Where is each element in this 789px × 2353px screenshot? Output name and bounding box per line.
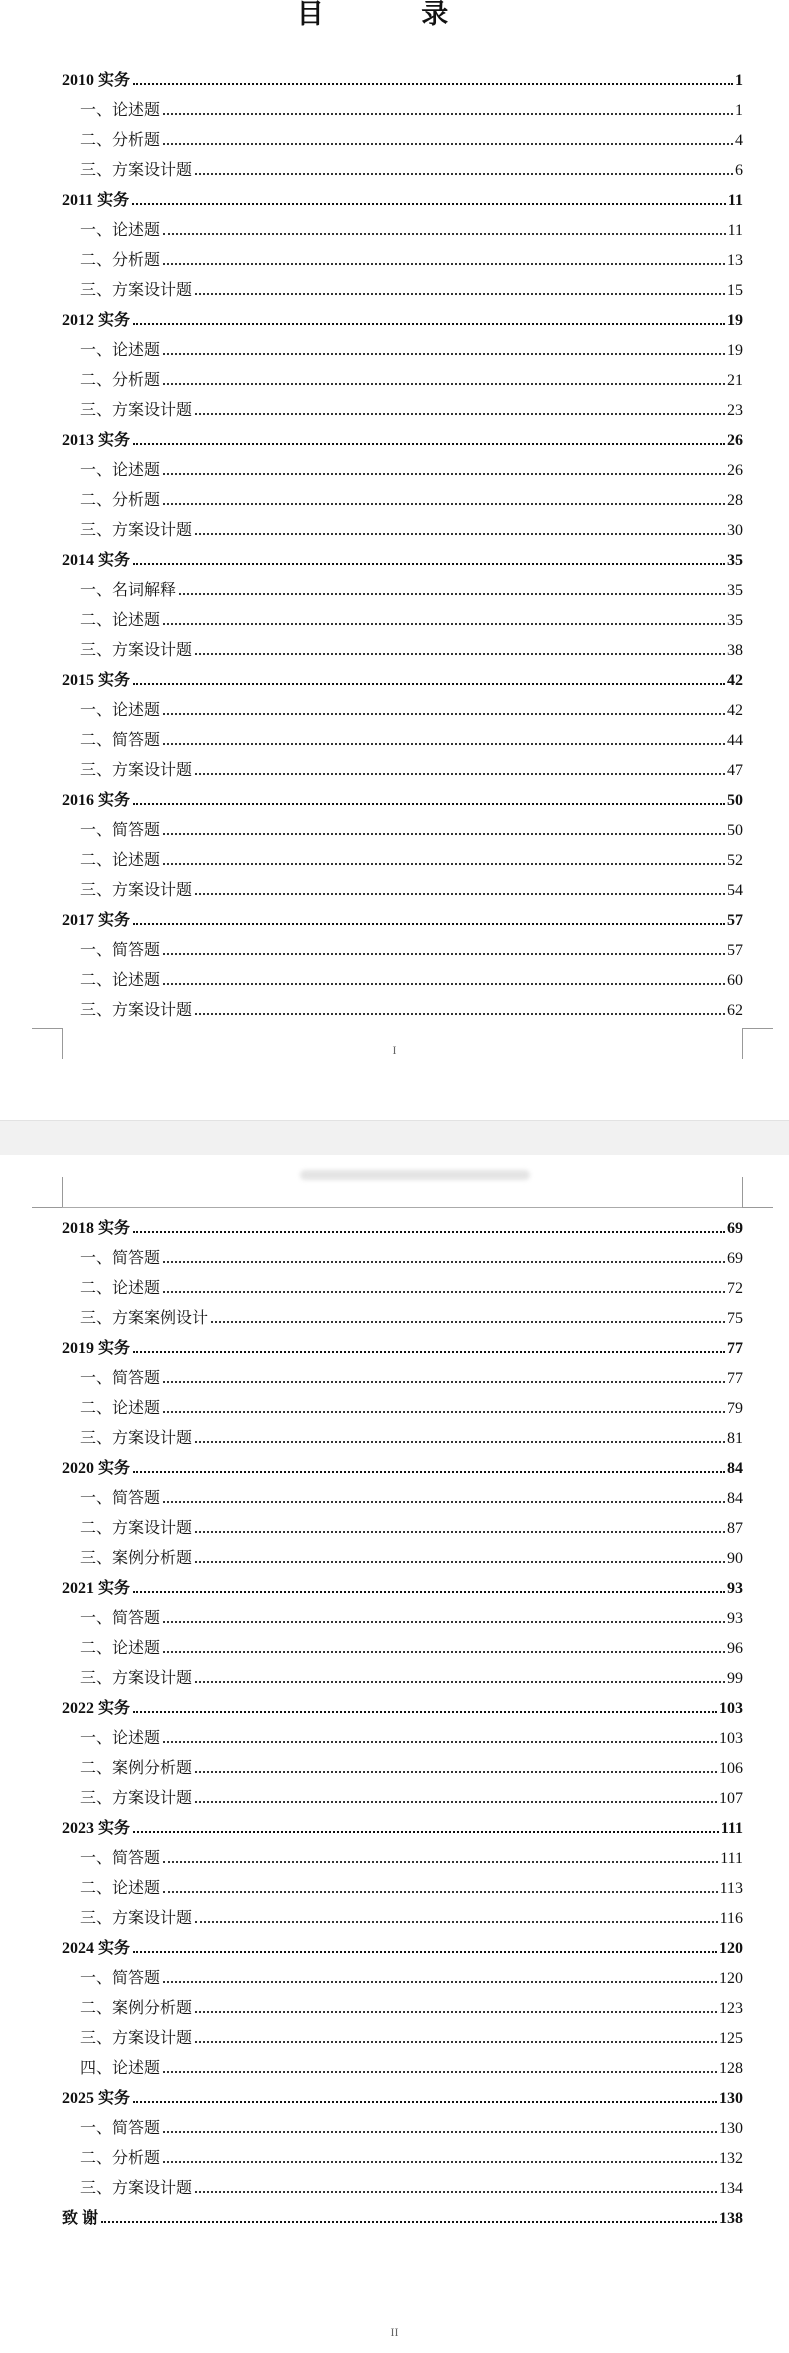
toc-entry-row[interactable] <box>80 1395 743 1419</box>
toc-entry-label: 三、方案设计题 <box>80 2180 193 2197</box>
toc-page-number: 77 <box>727 1370 743 1387</box>
toc-entry-label: 一、论述题 <box>80 702 161 719</box>
dot-leader <box>163 487 725 505</box>
toc-page-number: 120 <box>719 1940 743 1957</box>
dot-leader <box>195 1995 717 2013</box>
toc-page-number: 35 <box>727 582 743 599</box>
dot-leader <box>163 1395 725 1413</box>
toc-page-number: 128 <box>719 2060 743 2077</box>
toc-page-number: 69 <box>727 1220 743 1237</box>
toc-entry-label: 2011 实务 <box>62 192 130 209</box>
toc-entry-label: 一、论述题 <box>80 462 161 479</box>
toc-page-number: 28 <box>727 492 743 509</box>
dot-leader <box>163 967 725 985</box>
toc-section-row[interactable] <box>62 307 743 331</box>
toc-page-number: 120 <box>719 1970 743 1987</box>
toc-entry-row[interactable] <box>80 1905 743 1929</box>
toc-entry-row[interactable] <box>80 577 743 601</box>
dot-leader <box>163 337 725 355</box>
dot-leader <box>195 877 725 895</box>
header-watermark <box>300 1170 530 1180</box>
toc-entry-label: 三、方案设计题 <box>80 1002 193 1019</box>
toc-entry-row[interactable] <box>80 1635 743 1659</box>
toc-entry-row[interactable] <box>80 367 743 391</box>
toc-entry-label: 二、分析题 <box>80 492 161 509</box>
dot-leader <box>133 667 725 685</box>
dot-leader <box>163 607 725 625</box>
toc-entry-row[interactable] <box>80 1425 743 1449</box>
dot-leader <box>163 367 725 385</box>
toc-page-1 <box>0 0 789 1120</box>
toc-page-number: 130 <box>719 2120 743 2137</box>
toc-entry-label: 二、论述题 <box>80 1280 161 1297</box>
dot-leader <box>163 1365 725 1383</box>
dot-leader <box>195 157 733 175</box>
toc-page-number: 103 <box>719 1700 743 1717</box>
dot-leader <box>163 1965 717 1983</box>
toc-entry-label: 三、方案设计题 <box>80 522 193 539</box>
toc-entry-row[interactable] <box>80 247 743 271</box>
toc-page-number: 11 <box>727 222 743 239</box>
toc-section-row[interactable] <box>62 1935 743 1959</box>
toc-entry-label: 三、方案设计题 <box>80 282 193 299</box>
toc-page-number: 6 <box>735 162 743 179</box>
dot-leader <box>211 1305 725 1323</box>
toc-entry-row[interactable] <box>80 757 743 781</box>
toc-entry-label: 二、论述题 <box>80 852 161 869</box>
dot-leader <box>195 637 725 655</box>
toc-entry-row[interactable] <box>80 2145 743 2169</box>
toc-page-number: 134 <box>719 2180 743 2197</box>
toc-entry-row[interactable] <box>80 2115 743 2139</box>
toc-entry-row[interactable] <box>80 1725 743 1749</box>
toc-entry-label: 三、方案设计题 <box>80 1430 193 1447</box>
toc-page-number: 15 <box>727 282 743 299</box>
toc-title: 目 录 <box>296 0 493 30</box>
page-corner-mark <box>742 1177 773 1208</box>
toc-entry-row[interactable] <box>80 967 743 991</box>
dot-leader <box>163 1635 725 1653</box>
toc-page-number: 42 <box>727 672 743 689</box>
toc-page-number: 26 <box>727 462 743 479</box>
toc-page-number: 123 <box>719 2000 743 2017</box>
dot-leader <box>163 2145 717 2163</box>
toc-page-number: 54 <box>727 882 743 899</box>
toc-page-number: 113 <box>719 1880 743 1897</box>
toc-entry-label: 一、简答题 <box>80 1490 161 1507</box>
dot-leader <box>195 397 725 415</box>
toc-entry-label: 三、方案设计题 <box>80 402 193 419</box>
toc-page-number: 35 <box>727 552 743 569</box>
toc-entry-row[interactable] <box>80 1785 743 1809</box>
toc-page-number: 96 <box>727 1640 743 1657</box>
dot-leader <box>163 937 725 955</box>
dot-leader <box>133 2085 717 2103</box>
toc-page-number: 19 <box>727 342 743 359</box>
toc-entry-row[interactable] <box>80 1305 743 1329</box>
toc-entry-label: 一、论述题 <box>80 222 161 239</box>
page-corner-mark <box>32 1177 63 1208</box>
toc-page-number: 21 <box>727 372 743 389</box>
toc-entry-row[interactable] <box>80 217 743 241</box>
dot-leader <box>163 2115 717 2133</box>
toc-page-number: 38 <box>727 642 743 659</box>
toc-page-number: 57 <box>727 912 743 929</box>
toc-entry-row[interactable] <box>80 517 743 541</box>
toc-entry-row[interactable] <box>80 637 743 661</box>
dot-leader <box>195 2025 717 2043</box>
dot-leader <box>163 127 733 145</box>
toc-page-number: 1 <box>735 72 743 89</box>
toc-entry-label: 二、分析题 <box>80 2150 161 2167</box>
dot-leader <box>163 457 725 475</box>
dot-leader <box>133 67 733 85</box>
dot-leader <box>163 817 725 835</box>
toc-page-number: 130 <box>719 2090 743 2107</box>
toc-page-number: 30 <box>727 522 743 539</box>
toc-page-number: 90 <box>727 1550 743 1567</box>
toc-page-number: 35 <box>727 612 743 629</box>
toc-section-row[interactable] <box>62 1215 743 1239</box>
toc-entry-row[interactable] <box>80 937 743 961</box>
toc-page-number: 84 <box>727 1490 743 1507</box>
toc-page-number: 50 <box>727 822 743 839</box>
toc-page-number: 69 <box>727 1250 743 1267</box>
dot-leader <box>133 1935 717 1953</box>
toc-page-number: 44 <box>727 732 743 749</box>
toc-entry-label: 二、论述题 <box>80 612 161 629</box>
toc-page-number: 4 <box>735 132 743 149</box>
toc-page-number: 81 <box>727 1430 743 1447</box>
toc-page-number: 103 <box>719 1730 743 1747</box>
toc-entry-label: 二、方案设计题 <box>80 1520 193 1537</box>
dot-leader <box>163 1845 718 1863</box>
toc-entry-label: 三、方案设计题 <box>80 762 193 779</box>
toc-entry-row[interactable] <box>80 457 743 481</box>
toc-entry-label: 三、方案设计题 <box>80 1670 193 1687</box>
toc-entry-row[interactable] <box>80 1755 743 1779</box>
toc-entry-label: 一、简答题 <box>80 1250 161 1267</box>
toc-section-row[interactable] <box>62 907 743 931</box>
dot-leader <box>163 1275 725 1293</box>
toc-page-number: 93 <box>727 1580 743 1597</box>
toc-section-row[interactable] <box>62 787 743 811</box>
toc-entry-row[interactable] <box>80 127 743 151</box>
dot-leader <box>195 757 725 775</box>
toc-entry-label: 一、简答题 <box>80 2120 161 2137</box>
toc-section-row[interactable] <box>62 547 743 571</box>
toc-entry-row[interactable] <box>80 1515 743 1539</box>
toc-entry-label: 2014 实务 <box>62 552 131 569</box>
toc-entry-row[interactable] <box>80 1605 743 1629</box>
dot-leader <box>133 1455 725 1473</box>
toc-entry-label: 2017 实务 <box>62 912 131 929</box>
toc-entry-label: 一、简答题 <box>80 1970 161 1987</box>
dot-leader <box>195 1425 725 1443</box>
dot-leader <box>195 1905 718 1923</box>
toc-entry-row[interactable] <box>80 397 743 421</box>
toc-entry-row[interactable] <box>80 1245 743 1269</box>
toc-entry-row[interactable] <box>80 2055 743 2079</box>
dot-leader <box>163 727 725 745</box>
toc-entry-label: 2013 实务 <box>62 432 131 449</box>
toc-entry-label: 二、分析题 <box>80 252 161 269</box>
toc-page-number: 72 <box>727 1280 743 1297</box>
toc-entry-row[interactable] <box>80 1665 743 1689</box>
toc-section-row[interactable] <box>62 2205 743 2229</box>
toc-entry-label: 2012 实务 <box>62 312 131 329</box>
page-gap <box>0 1120 789 1157</box>
toc-entry-row[interactable] <box>80 697 743 721</box>
toc-page-number: 107 <box>719 1790 743 1807</box>
toc-entry-row[interactable] <box>80 607 743 631</box>
toc-entry-label: 一、简答题 <box>80 942 161 959</box>
toc-section-row[interactable] <box>62 187 743 211</box>
dot-leader <box>163 1245 725 1263</box>
toc-page-number: 77 <box>727 1340 743 1357</box>
toc-page-number: 111 <box>720 1850 743 1867</box>
toc-section-row[interactable] <box>62 1455 743 1479</box>
toc-entry-row[interactable] <box>80 847 743 871</box>
toc-page-number: 60 <box>727 972 743 989</box>
toc-section-row[interactable] <box>62 67 743 91</box>
toc-entry-row[interactable] <box>80 877 743 901</box>
toc-entry-label: 一、论述题 <box>80 342 161 359</box>
toc-page-number: 93 <box>727 1610 743 1627</box>
dot-leader <box>195 277 725 295</box>
toc-entry-label: 二、简答题 <box>80 732 161 749</box>
page-number: I <box>392 1043 397 1057</box>
toc-entry-label: 一、论述题 <box>80 102 161 119</box>
toc-entry-row[interactable] <box>80 1875 743 1899</box>
page-number: II <box>390 2325 399 2339</box>
toc-section-row[interactable] <box>62 2085 743 2109</box>
toc-page-number: 50 <box>727 792 743 809</box>
toc-section-row[interactable] <box>62 667 743 691</box>
toc-entry-label: 一、简答题 <box>80 822 161 839</box>
dot-leader <box>133 907 725 925</box>
toc-entry-label: 三、方案设计题 <box>80 642 193 659</box>
dot-leader <box>163 247 725 265</box>
toc-entry-label: 二、论述题 <box>80 972 161 989</box>
dot-leader <box>163 1725 717 1743</box>
toc-entry-label: 一、名词解释 <box>80 582 177 599</box>
dot-leader <box>195 1545 725 1563</box>
toc-entry-label: 致 谢 <box>62 2210 99 2227</box>
dot-leader <box>195 1515 725 1533</box>
toc-section-row[interactable] <box>62 1575 743 1599</box>
toc-entry-row[interactable] <box>80 157 743 181</box>
toc-entry-label: 三、案例分析题 <box>80 1550 193 1567</box>
toc-entry-row[interactable] <box>80 2175 743 2199</box>
toc-entry-row[interactable] <box>80 1965 743 1989</box>
toc-entry-label: 2020 实务 <box>62 1460 131 1477</box>
toc-entry-label: 二、论述题 <box>80 1400 161 1417</box>
dot-leader <box>101 2205 717 2223</box>
toc-page-number: 75 <box>727 1310 743 1327</box>
toc-page-number: 99 <box>727 1670 743 1687</box>
toc-page-2 <box>0 1155 789 2353</box>
toc-page-number: 106 <box>719 1760 743 1777</box>
dot-leader <box>195 1755 717 1773</box>
toc-entry-label: 2010 实务 <box>62 72 131 89</box>
dot-leader <box>133 1815 719 1833</box>
toc-entry-label: 三、方案设计题 <box>80 1790 193 1807</box>
toc-entry-row[interactable] <box>80 1545 743 1569</box>
toc-entry-row[interactable] <box>80 277 743 301</box>
header-rule <box>62 1207 742 1208</box>
toc-page-number: 79 <box>727 1400 743 1417</box>
toc-page-number: 13 <box>727 252 743 269</box>
dot-leader <box>195 517 725 535</box>
toc-entry-row[interactable] <box>80 2025 743 2049</box>
dot-leader <box>163 2055 717 2073</box>
toc-entry-label: 2018 实务 <box>62 1220 131 1237</box>
toc-section-row[interactable] <box>62 1335 743 1359</box>
dot-leader <box>163 1875 718 1893</box>
toc-entry-label: 一、论述题 <box>80 1730 161 1747</box>
toc-page-number: 23 <box>727 402 743 419</box>
dot-leader <box>163 847 725 865</box>
toc-entry-label: 2015 实务 <box>62 672 131 689</box>
toc-entry-label: 三、方案设计题 <box>80 882 193 899</box>
toc-page-number: 87 <box>727 1520 743 1537</box>
toc-entry-label: 四、论述题 <box>80 2060 161 2077</box>
toc-entry-label: 2024 实务 <box>62 1940 131 1957</box>
dot-leader <box>163 697 725 715</box>
toc-entry-row[interactable] <box>80 1275 743 1299</box>
toc-entry-row[interactable] <box>80 1845 743 1869</box>
dot-leader <box>132 187 726 205</box>
toc-entry-label: 2023 实务 <box>62 1820 131 1837</box>
dot-leader <box>163 97 733 115</box>
toc-entry-label: 一、简答题 <box>80 1370 161 1387</box>
toc-entry-label: 2016 实务 <box>62 792 131 809</box>
toc-entry-label: 2021 实务 <box>62 1580 131 1597</box>
toc-section-row[interactable] <box>62 1815 743 1839</box>
toc-page-number: 111 <box>720 1820 743 1837</box>
toc-page-number: 84 <box>727 1460 743 1477</box>
dot-leader <box>133 1575 725 1593</box>
toc-entry-label: 一、简答题 <box>80 1610 161 1627</box>
toc-page-number: 1 <box>735 102 743 119</box>
toc-section-row[interactable] <box>62 1695 743 1719</box>
toc-entry-row[interactable] <box>80 487 743 511</box>
toc-entry-label: 2022 实务 <box>62 1700 131 1717</box>
toc-entry-row[interactable] <box>80 997 743 1021</box>
toc-page-number: 47 <box>727 762 743 779</box>
toc-entry-row[interactable] <box>80 1485 743 1509</box>
toc-entry-row[interactable] <box>80 1995 743 2019</box>
toc-entry-row[interactable] <box>80 727 743 751</box>
toc-entry-label: 三、方案设计题 <box>80 2030 193 2047</box>
toc-page-number: 42 <box>727 702 743 719</box>
toc-entry-label: 二、分析题 <box>80 132 161 149</box>
dot-leader <box>133 1335 725 1353</box>
dot-leader <box>195 2175 717 2193</box>
toc-page-number: 62 <box>727 1002 743 1019</box>
toc-page-number: 125 <box>719 2030 743 2047</box>
toc-page-number: 138 <box>719 2210 743 2227</box>
toc-entry-label: 三、方案案例设计 <box>80 1310 209 1327</box>
toc-page-number: 19 <box>727 312 743 329</box>
toc-entry-label: 三、方案设计题 <box>80 162 193 179</box>
toc-entry-label: 二、案例分析题 <box>80 2000 193 2017</box>
dot-leader <box>133 1215 725 1233</box>
toc-entry-row[interactable] <box>80 337 743 361</box>
toc-entry-row[interactable] <box>80 817 743 841</box>
dot-leader <box>163 217 726 235</box>
toc-section-row[interactable] <box>62 427 743 451</box>
dot-leader <box>133 547 725 565</box>
toc-page-number: 26 <box>727 432 743 449</box>
toc-entry-label: 二、论述题 <box>80 1880 161 1897</box>
toc-page-number: 132 <box>719 2150 743 2167</box>
dot-leader <box>195 1665 725 1683</box>
dot-leader <box>133 787 725 805</box>
dot-leader <box>163 1485 725 1503</box>
dot-leader <box>195 1785 717 1803</box>
toc-entry-label: 二、论述题 <box>80 1640 161 1657</box>
toc-page-number: 116 <box>719 1910 743 1927</box>
dot-leader <box>133 1695 717 1713</box>
dot-leader <box>195 997 725 1015</box>
toc-page-number: 52 <box>727 852 743 869</box>
dot-leader <box>163 1605 725 1623</box>
dot-leader <box>133 307 725 325</box>
dot-leader <box>179 577 725 595</box>
toc-entry-label: 二、案例分析题 <box>80 1760 193 1777</box>
toc-entry-row[interactable] <box>80 1365 743 1389</box>
toc-page-number: 57 <box>727 942 743 959</box>
toc-entry-label: 二、分析题 <box>80 372 161 389</box>
toc-entry-label: 三、方案设计题 <box>80 1910 193 1927</box>
toc-entry-row[interactable] <box>80 97 743 121</box>
toc-entry-label: 一、简答题 <box>80 1850 161 1867</box>
toc-entry-label: 2019 实务 <box>62 1340 131 1357</box>
dot-leader <box>133 427 725 445</box>
toc-page-number: 11 <box>727 192 743 209</box>
toc-entry-label: 2025 实务 <box>62 2090 131 2107</box>
